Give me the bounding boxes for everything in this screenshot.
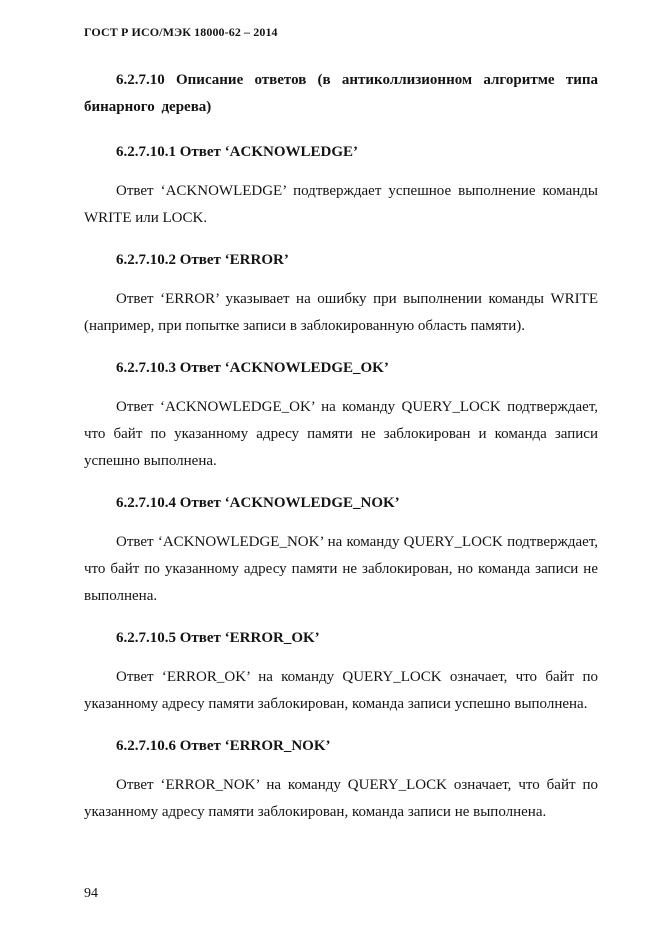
- subsection-text-6: Ответ ‘ERROR_NOK’ на команду QUERY_LOCK означает, что байт по указанному адресу памяти заблокирован, команда записи не выполнена.: [84, 777, 598, 820]
- subsection-text-2: Ответ ‘ERROR’ указывает на ошибку при выполнении команды WRITE (например, при попытке записи в заблокированную область памяти).: [84, 291, 598, 334]
- subsection-text-3: Ответ ‘ACKNOWLEDGE_OK’ на команду QUERY_LOCK подтверждает, что байт по указанному адресу памяти не заблокирован и команда записи успешно выполнена.: [84, 399, 598, 469]
- document-header: ГОСТ Р ИСО/МЭК 18000-62 – 2014: [84, 25, 278, 39]
- page-number: 94: [84, 886, 98, 901]
- subsection-title-5: 6.2.7.10.5 Ответ ‘ERROR_OK’: [116, 630, 320, 646]
- subsection-text-1: Ответ ‘ACKNOWLEDGE’ подтверждает успешное выполнение команды WRITE или LOCK.: [84, 183, 598, 226]
- subsection-title-3: 6.2.7.10.3 Ответ ‘ACKNOWLEDGE_OK’: [116, 360, 389, 376]
- subsection-title-4: 6.2.7.10.4 Ответ ‘ACKNOWLEDGE_NOK’: [116, 495, 400, 511]
- section-title: 6.2.7.10 Описание ответов (в антиколлизионном алгоритме типа бинарного дерева): [84, 72, 598, 115]
- subsection-text-5: Ответ ‘ERROR_OK’ на команду QUERY_LOCK означает, что байт по указанному адресу памяти заблокирован, команда записи успешно выполнена.: [84, 669, 598, 712]
- subsection-text-4: Ответ ‘ACKNOWLEDGE_NOK’ на команду QUERY_LOCK подтверждает, что байт по указанному адресу памяти не заблокирован, но команда записи не выполнена.: [84, 534, 598, 604]
- subsection-title-6: 6.2.7.10.6 Ответ ‘ERROR_NOK’: [116, 738, 331, 754]
- document-body: [84, 67, 598, 826]
- subsection-title-2: 6.2.7.10.2 Ответ ‘ERROR’: [116, 252, 289, 268]
- subsection-title-1: 6.2.7.10.1 Ответ ‘ACKNOWLEDGE’: [116, 144, 358, 160]
